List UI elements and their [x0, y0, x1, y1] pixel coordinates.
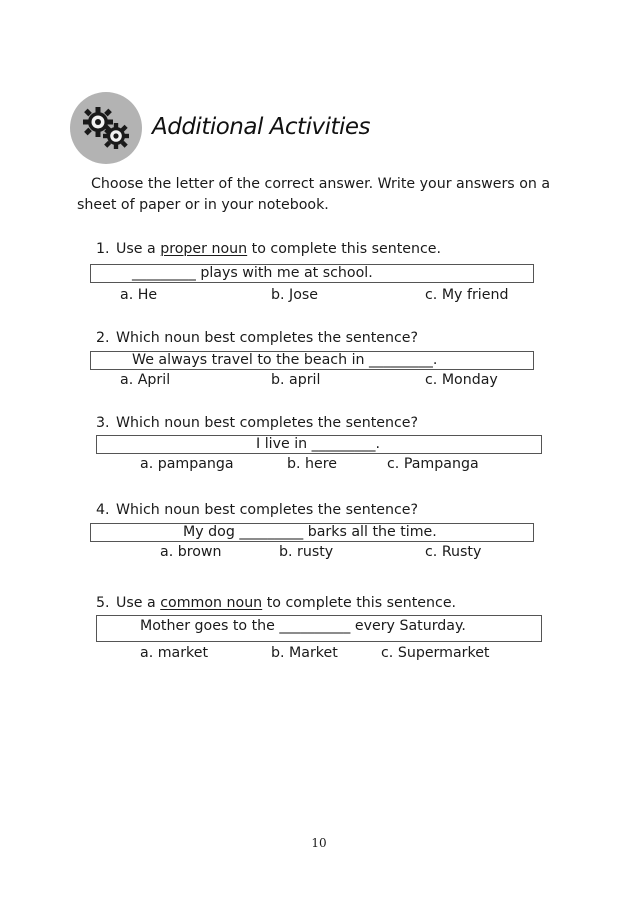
gears-icon	[76, 100, 136, 156]
question-3-sentence: I live in _________.	[256, 436, 381, 452]
question-5-option-b: b. Market	[271, 645, 338, 661]
prompt-text: Which noun best completes the sentence?	[116, 330, 419, 346]
prompt-text: to complete this sentence.	[262, 595, 457, 611]
prompt-text: Use a	[116, 595, 161, 611]
question-2-option-c: c. Monday	[425, 372, 498, 388]
prompt-text: to complete this sentence.	[247, 241, 442, 257]
question-5-option-a: a. market	[140, 645, 209, 661]
question-5-sentence-box	[96, 615, 542, 642]
activity-badge	[70, 92, 142, 164]
keyword-common-noun: common noun	[160, 595, 263, 611]
instructions-text: Choose the letter of the correct answer. Write your answers on a sheet of paper or in your notebook.	[77, 176, 551, 213]
prompt-text: Use a	[116, 241, 161, 257]
question-4-option-a: a. brown	[160, 544, 222, 560]
question-3-option-a: a. pampanga	[140, 456, 234, 472]
question-1-option-a: a. He	[120, 287, 158, 303]
question-4-sentence-box	[90, 523, 534, 542]
question-5-sentence: Mother goes to the __________ every Saturday.	[140, 618, 466, 634]
question-4-option-b: b. rusty	[279, 544, 334, 560]
keyword-proper-noun: proper noun	[160, 241, 248, 257]
question-2-sentence: We always travel to the beach in _________.	[132, 352, 438, 368]
section-title: Additional Activities	[152, 114, 371, 140]
question-2-prompt	[96, 330, 418, 346]
question-4-prompt	[96, 502, 418, 518]
question-5-option-c: c. Supermarket	[381, 645, 490, 661]
question-3-prompt	[96, 415, 418, 431]
question-4-sentence: My dog _________ barks all the time.	[183, 524, 437, 540]
question-4-option-c: c. Rusty	[425, 544, 482, 560]
question-2-option-a: a. April	[120, 372, 171, 388]
question-3-option-b: b. here	[287, 456, 337, 472]
question-2-option-b: b. april	[271, 372, 321, 388]
question-3-option-c: c. Pampanga	[387, 456, 479, 472]
page-number: 10	[311, 836, 327, 850]
question-1-option-b: b. Jose	[271, 287, 319, 303]
question-3-sentence-box	[96, 435, 542, 454]
question-2-sentence-box	[90, 351, 534, 370]
question-number: 1.	[96, 241, 110, 257]
question-number: 2.	[96, 330, 110, 346]
question-5-prompt	[96, 595, 456, 611]
question-number: 5.	[96, 595, 110, 611]
question-1-prompt	[96, 241, 441, 257]
question-1-sentence: _________ plays with me at school.	[132, 265, 373, 281]
prompt-text: Which noun best completes the sentence?	[116, 415, 419, 431]
question-1-sentence-box	[90, 264, 534, 283]
prompt-text: Which noun best completes the sentence?	[116, 502, 419, 518]
question-1-option-c: c. My friend	[425, 287, 509, 303]
question-number: 3.	[96, 415, 110, 431]
question-number: 4.	[96, 502, 110, 518]
